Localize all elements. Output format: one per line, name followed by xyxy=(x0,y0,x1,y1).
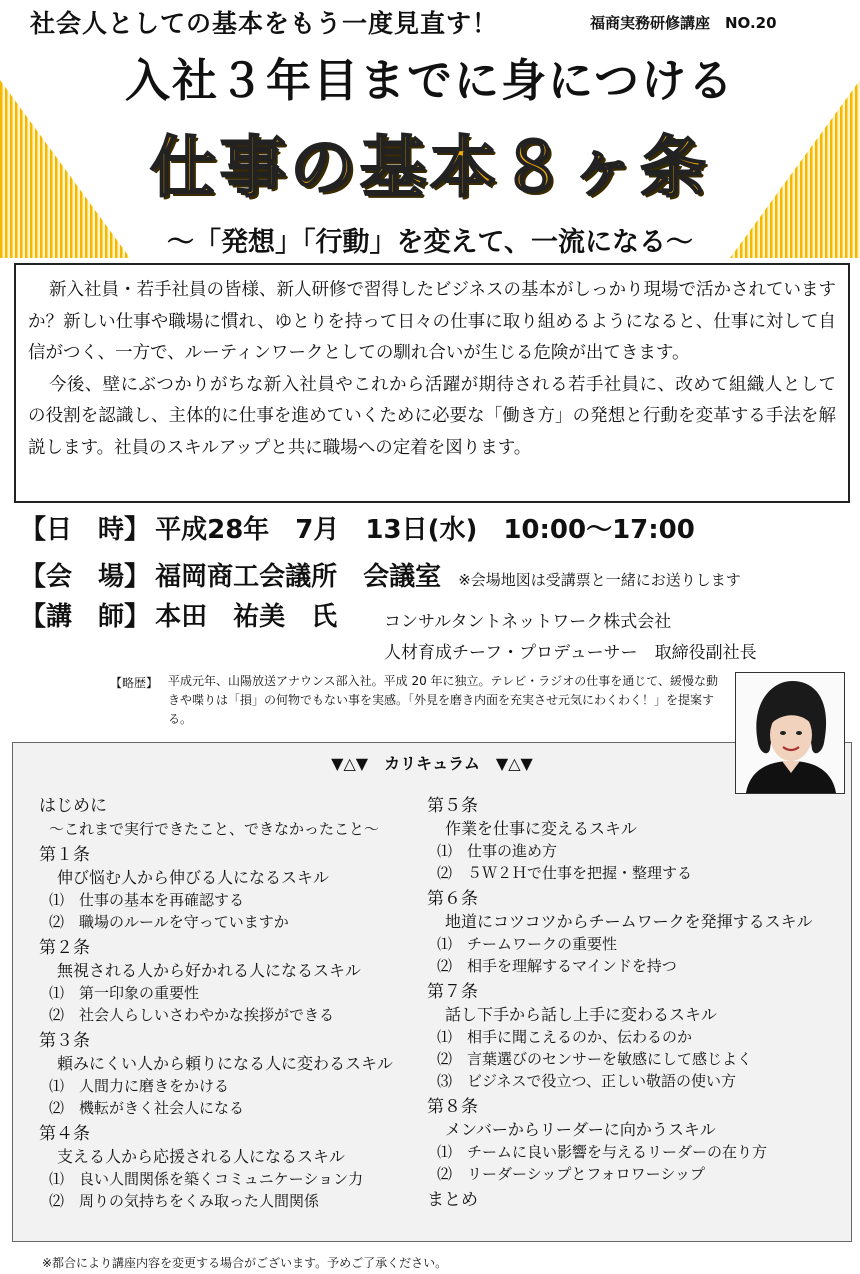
datetime-label: 【日 時】 xyxy=(20,515,151,545)
curriculum-subitem: ⑶ ビジネスで役立つ、正しい敬語の使い方 xyxy=(437,1072,736,1090)
curriculum-subitem: ⑵ 周りの気持ちをくみ取った人間関係 xyxy=(49,1192,320,1210)
instructor-name: 本田 祐美 氏 xyxy=(155,602,338,632)
curriculum-subitem: ⑴ チームワークの重要性 xyxy=(437,935,618,953)
curriculum-subitem: ⑴ 仕事の進め方 xyxy=(437,842,558,860)
curriculum-heading: 第３条 xyxy=(39,1031,90,1051)
curriculum-topic: 支える人から応援される人になるスキル xyxy=(57,1147,345,1166)
curriculum-subitem: ⑵ 機転がきく社会人になる xyxy=(49,1099,245,1117)
curriculum-subitem: ⑵ 言葉選びのセンサーを敏感にして感じよく xyxy=(437,1050,753,1068)
curriculum-subitem: ⑴ 人間力に磨きをかける xyxy=(49,1077,230,1095)
series-label: 福商実務研修講座 NO.20 xyxy=(590,14,777,32)
intro-paragraph-2: 今後、壁にぶつかりがちな新入社員やこれから活躍が期待される若手社員に、改めて組織人としての役割を認識し、主体的に仕事を進めていくために必要な「働き方」の発想と行動を変革する手法を解説します。社員のスキルアップと共に職場への定着を図ります。 xyxy=(28,374,836,458)
curriculum-heading: 第４条 xyxy=(39,1124,90,1144)
subtitle: 〜「発想」「行動」を変えて、一流になる〜 xyxy=(167,227,693,258)
curriculum-subitem: ⑵ 社会人らしいさわやかな挨拶ができる xyxy=(49,1006,335,1024)
curriculum-left-column xyxy=(39,791,393,1212)
venue-note: ※会場地図は受講票と一緒にお送りします xyxy=(458,571,741,589)
bio-label: 【略歴】 xyxy=(110,676,159,690)
curriculum-topic: 頼みにくい人から頼りになる人に変わるスキル xyxy=(57,1054,393,1073)
curriculum-title: ▼△▼ カリキュラム ▼△▼ xyxy=(331,754,533,773)
datetime-row xyxy=(20,509,695,546)
curriculum-subitem: ⑴ 相手に聞こえるのか、伝わるのか xyxy=(437,1028,693,1046)
curriculum-heading: はじめに xyxy=(39,796,107,816)
bio-text: 平成元年、山陽放送アナウンス部入社。平成 20 年に独立。テレビ・ラジオの仕事を通じて、緩慢な動きや喋りは「損」の何物でもない事を実感。「外見を磨き内面を充実させ元気にわくわく！」を提案する。 xyxy=(168,674,719,726)
curriculum-subitem: 〜これまで実行できたこと、できなかったこと〜 xyxy=(49,820,380,838)
curriculum-subitem: ⑵ 相手を理解するマインドを持つ xyxy=(437,957,677,975)
curriculum-heading: 第８条 xyxy=(427,1097,478,1117)
venue-row xyxy=(20,556,741,593)
curriculum-heading: 第７条 xyxy=(427,982,478,1002)
curriculum-topic: 作業を仕事に変えるスキル xyxy=(445,819,637,838)
curriculum-subitem: ⑴ 仕事の基本を再確認する xyxy=(49,891,245,909)
instructor-row xyxy=(20,596,337,633)
curriculum-heading: 第２条 xyxy=(39,938,90,958)
curriculum-subitem: ⑴ 第一印象の重要性 xyxy=(49,984,200,1002)
instructor-organization: コンサルタントネットワーク株式会社 xyxy=(384,612,672,632)
curriculum-heading: まとめ xyxy=(427,1190,478,1210)
curriculum-subitem: ⑵ 職場のルールを守っていますか xyxy=(49,913,289,931)
tagline: 社会人としての基本をもう一度見直す！ xyxy=(30,9,499,38)
curriculum-topic: 伸び悩む人から伸びる人になるスキル xyxy=(57,868,329,887)
curriculum-subitem: ⑴ チームに良い影響を与えるリーダーの在り方 xyxy=(437,1143,768,1161)
curriculum-heading: 第５条 xyxy=(427,796,478,816)
datetime-value: 平成28年 7月 13日(水) 10:00〜17:00 xyxy=(155,515,695,545)
curriculum-topic: 話し下手から話し上手に変わるスキル xyxy=(445,1005,717,1024)
curriculum-panel xyxy=(12,742,852,1242)
curriculum-heading: 第６条 xyxy=(427,889,478,909)
instructor-photo xyxy=(735,672,845,794)
curriculum-topic: 地道にコツコツからチームワークを発揮するスキル xyxy=(445,912,813,931)
intro-paragraph-1: 新入社員・若手社員の皆様、新人研修で習得したビジネスの基本がしっかり現場で活かされていますか？新しい仕事や職場に慣れ、ゆとりを持って日々の仕事に取り組めるようになると、仕事に対して自信がつく、一方で、ルーティンワークとしての馴れ合いが生じる危険が出てきます。 xyxy=(28,280,836,363)
curriculum-subitem: ⑴ 良い人間関係を築くコミュニケーション力 xyxy=(49,1170,364,1188)
title-line-2: 仕事の基本８ヶ条 xyxy=(150,129,710,206)
curriculum-heading: 第１条 xyxy=(39,845,90,865)
curriculum-subitem: ⑵ リーダーシップとフォロワーシップ xyxy=(437,1165,706,1183)
curriculum-right-column xyxy=(427,791,813,1212)
curriculum-topic: 無視される人から好かれる人になるスキル xyxy=(57,961,361,980)
footer-note: ※都合により講座内容を変更する場合がございます。予めご了承ください。 xyxy=(42,1256,448,1270)
venue-value: 福岡商工会議所 会議室 xyxy=(155,562,442,592)
title-line-1: 入社３年目までに身につける xyxy=(124,54,736,107)
venue-label: 【会 場】 xyxy=(20,562,151,592)
intro-box xyxy=(14,263,850,503)
instructor-label: 【講 師】 xyxy=(20,602,151,632)
instructor-position: 人材育成チーフ・プロデューサー 取締役副社長 xyxy=(384,643,757,663)
curriculum-subitem: ⑵ ５Ｗ２Ｈで仕事を把握・整理する xyxy=(437,864,693,882)
curriculum-topic: メンバーからリーダーに向かうスキル xyxy=(445,1120,716,1139)
